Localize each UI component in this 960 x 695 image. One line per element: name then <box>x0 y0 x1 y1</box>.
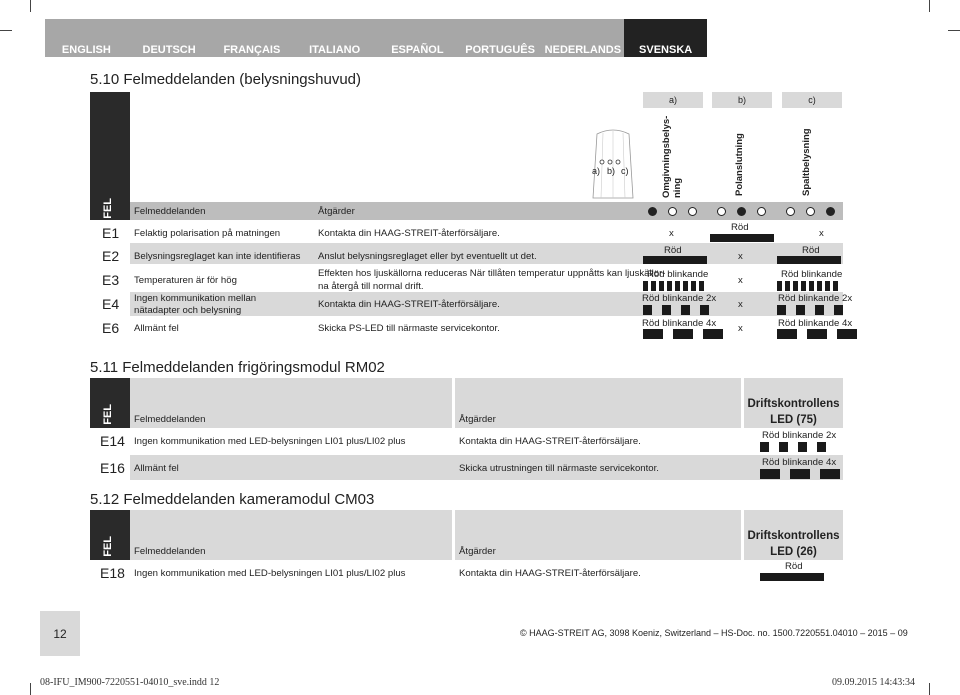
led-blink-pattern <box>643 281 704 291</box>
error-code: E6 <box>102 320 120 336</box>
header-felmeddelanden: Felmeddelanden <box>134 206 206 217</box>
lang-tab-espanol: ESPAÑOL <box>391 44 444 56</box>
error-code: E3 <box>102 272 120 288</box>
error-action: Skicka utrustningen till närmaste servicekontor. <box>459 463 659 474</box>
file-name: 08-IFU_IM900-7220551-04010_sve.indd 12 <box>40 677 220 688</box>
led-header-line1: Driftskontrollens <box>747 530 840 542</box>
led-header-line2: LED (26) <box>770 546 817 558</box>
led-a-state: Röd blinkande 2x <box>642 293 717 304</box>
col-rotated-head-a: Omgivningsbelys- ning <box>661 115 683 198</box>
crop-mark <box>948 30 960 31</box>
lang-tab-italiano: ITALIANO <box>309 44 361 56</box>
led-a-state: Röd <box>664 245 682 256</box>
col-header-b: b) <box>712 92 772 108</box>
led-state: Röd blinkande 4x <box>762 457 837 468</box>
led-solid-bar <box>777 256 841 264</box>
error-action: Anslut belysningsreglaget eller byt eventuellt ut det. <box>318 251 537 262</box>
led-a-state: x <box>669 228 674 239</box>
error-action-line2: na återgå till normal drift. <box>318 281 424 292</box>
lang-tab-deutsch: DEUTSCH <box>142 44 196 56</box>
led-blink-pattern <box>777 329 857 339</box>
error-message: Allmänt fel <box>134 323 179 334</box>
led-off-icon <box>806 207 815 216</box>
error-action: Effekten hos ljuskällorna reduceras När tillåten temperatur uppnåtts kan ljuskällor- <box>318 268 666 279</box>
led-a-state: Röd blinkande <box>647 269 709 280</box>
led-b-state: x <box>738 299 743 310</box>
crop-mark <box>0 30 12 31</box>
table-header-row <box>455 510 741 560</box>
error-action: Kontakta din HAAG-STREIT-återförsäljare. <box>318 299 500 310</box>
led-state: Röd blinkande 2x <box>762 430 837 441</box>
error-message: Felaktig polarisation på matningen <box>134 228 281 239</box>
led-c-state: x <box>819 228 824 239</box>
lang-tab-portugues: PORTUGUÊS <box>465 44 535 56</box>
led-on-icon <box>648 207 657 216</box>
led-off-icon <box>717 207 726 216</box>
crop-mark <box>30 683 31 695</box>
led-blink-pattern <box>643 305 709 315</box>
lang-tab-nederlands: NEDERLANDS <box>544 44 622 56</box>
col-header-c: c) <box>782 92 842 108</box>
side-label-fel: FEL <box>102 536 114 557</box>
led-solid-bar <box>643 256 707 264</box>
error-action: Kontakta din HAAG-STREIT-återförsäljare. <box>459 568 641 579</box>
led-header-line1: Driftskontrollens <box>747 398 840 410</box>
error-action: Skicka PS-LED till närmaste servicekontor. <box>318 323 500 334</box>
illu-label-a: a) <box>592 166 601 176</box>
error-message: Allmänt fel <box>134 463 179 474</box>
section-title-5-10: 5.10 Felmeddelanden (belysningshuvud) <box>90 71 362 88</box>
error-code: E14 <box>100 433 125 449</box>
error-code: E1 <box>102 225 120 241</box>
header-felmeddelanden: Felmeddelanden <box>134 414 206 425</box>
side-label-fel: FEL <box>102 198 114 219</box>
led-on-icon <box>826 207 835 216</box>
led-b-state: x <box>738 323 743 334</box>
led-off-icon <box>668 207 677 216</box>
error-message: Temperaturen är för hög <box>134 275 237 286</box>
led-b-state: x <box>738 275 743 286</box>
error-action: Kontakta din HAAG-STREIT-återförsäljare. <box>459 436 641 447</box>
led-c-state: Röd blinkande 2x <box>778 293 853 304</box>
led-blink-pattern <box>760 469 840 479</box>
led-c-state: Röd <box>802 245 820 256</box>
led-blink-pattern <box>643 329 723 339</box>
illumination-head-illustration <box>585 128 640 200</box>
lang-tab-english: ENGLISH <box>61 44 111 56</box>
error-code: E16 <box>100 460 125 476</box>
col-rotated-head-b: Polanslutning <box>734 133 745 196</box>
led-header-line2: LED (75) <box>770 414 817 426</box>
copyright-line: © HAAG-STREIT AG, 3098 Koeniz, Switzerland – HS-Doc. no. 1500.7220551.04010 – 2015 – 09 <box>520 628 908 638</box>
col-rotated-head-c: Spaltbelysning <box>801 128 812 196</box>
table-header-row <box>455 378 741 428</box>
led-blink-pattern <box>760 442 826 452</box>
illu-label-c: c) <box>621 166 629 176</box>
lang-tab-svenska: SVENSKA <box>624 19 707 57</box>
led-a-state: Röd blinkande 4x <box>642 318 717 329</box>
led-c-state: Röd blinkande 4x <box>778 318 853 329</box>
lang-tab-francais: FRANÇAIS <box>223 44 281 56</box>
led-off-icon <box>786 207 795 216</box>
header-atgarder: Åtgärder <box>318 206 355 217</box>
led-column-header <box>744 528 843 560</box>
led-on-icon <box>737 207 746 216</box>
print-datetime: 09.09.2015 14:43:34 <box>832 677 916 688</box>
error-message: Belysningsreglaget kan inte identifieras <box>134 251 301 262</box>
led-c-state: Röd blinkande <box>781 269 843 280</box>
error-code: E2 <box>102 248 120 264</box>
crop-mark <box>929 683 930 695</box>
led-solid-bar <box>760 573 824 581</box>
section-title-5-12: 5.12 Felmeddelanden kameramodul CM03 <box>90 491 375 508</box>
crop-mark <box>929 0 930 12</box>
error-message-line2: nätadapter och belysning <box>134 305 242 316</box>
led-column-header <box>744 396 843 428</box>
led-off-icon <box>757 207 766 216</box>
led-blink-pattern <box>777 281 838 291</box>
page-number: 12 <box>40 611 80 656</box>
led-off-icon <box>688 207 697 216</box>
header-felmeddelanden: Felmeddelanden <box>134 546 206 557</box>
crop-mark <box>30 0 31 12</box>
led-solid-bar <box>710 234 774 242</box>
header-atgarder: Åtgärder <box>459 546 496 557</box>
col-header-a: a) <box>643 92 703 108</box>
led-b-state: x <box>738 251 743 262</box>
illu-label-b: b) <box>607 166 616 176</box>
error-code: E4 <box>102 296 120 312</box>
error-action: Kontakta din HAAG-STREIT-återförsäljare. <box>318 228 500 239</box>
language-tabs <box>45 19 707 57</box>
led-b-state: Röd <box>731 222 749 233</box>
error-code: E18 <box>100 565 125 581</box>
side-label-fel: FEL <box>102 404 114 425</box>
error-message: Ingen kommunikation med LED-belysningen LI01 plus/LI02 plus <box>134 436 406 447</box>
header-atgarder: Åtgärder <box>459 414 496 425</box>
error-message: Ingen kommunikation mellan <box>134 293 257 304</box>
error-message: Ingen kommunikation med LED-belysningen LI01 plus/LI02 plus <box>134 568 406 579</box>
led-blink-pattern <box>777 305 843 315</box>
section-title-5-11: 5.11 Felmeddelanden frigöringsmodul RM02 <box>90 359 385 376</box>
led-state: Röd <box>785 561 803 572</box>
